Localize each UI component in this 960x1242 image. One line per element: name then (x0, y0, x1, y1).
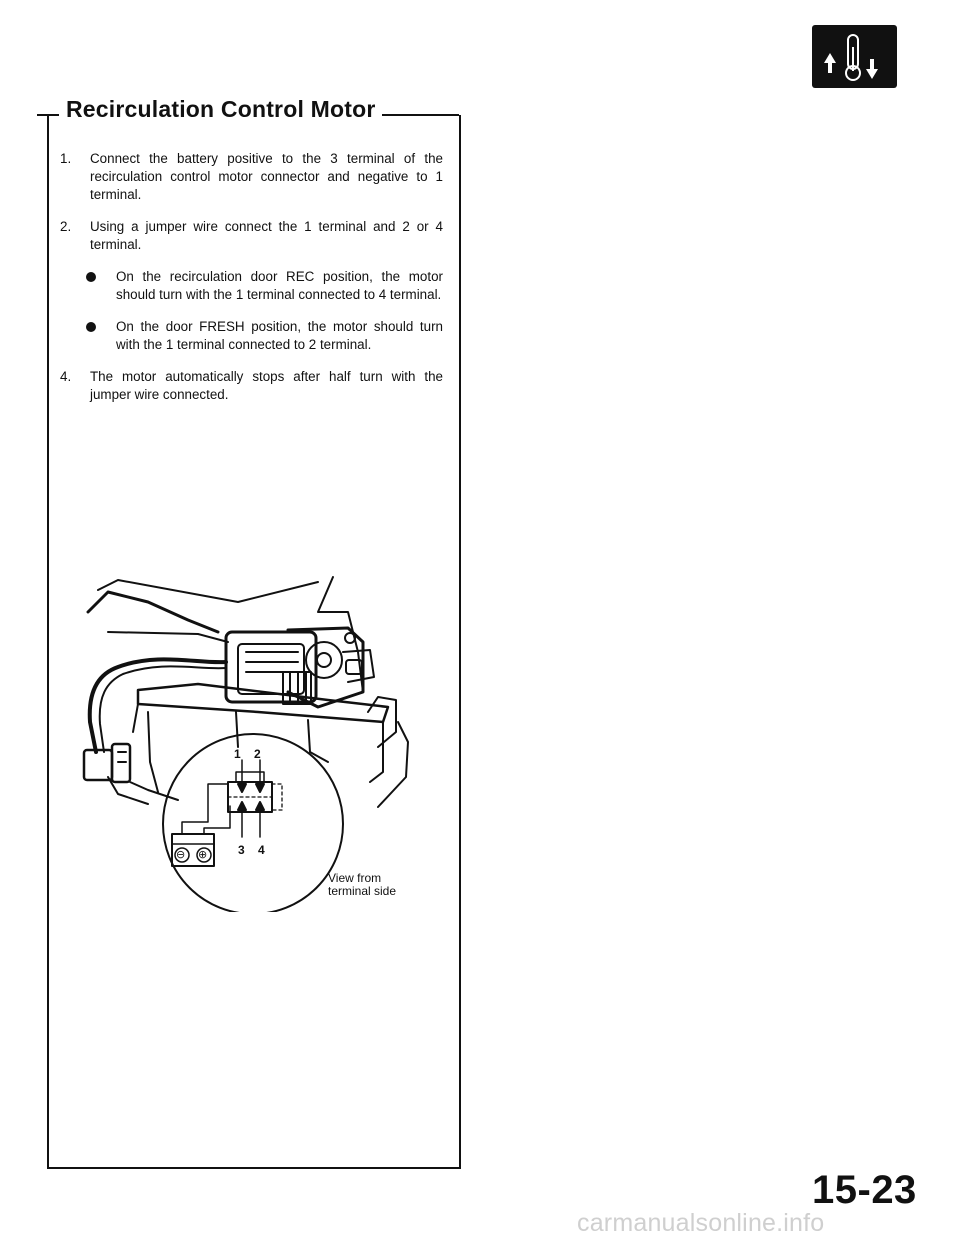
step-number: 2. (60, 219, 72, 234)
step-number: 1. (60, 151, 72, 166)
motor-drawing (78, 572, 438, 912)
view-caption-line2: terminal side (328, 884, 397, 898)
ac-temperature-icon (812, 25, 897, 88)
step-text: Connect the battery positive to the 3 terminal of the recirculation control motor connector and negative to 1 terminal. (90, 151, 443, 202)
terminal-label-1: 1 (234, 747, 241, 761)
bullet-text: On the recirculation door REC position, the motor should turn with the 1 terminal connected to 4 terminal. (116, 269, 443, 302)
motor-illustration (78, 572, 438, 912)
terminal-label-2: 2 (254, 747, 261, 761)
bullet-fresh-position (58, 318, 443, 354)
step-number: 4. (60, 369, 72, 384)
view-caption-line1: View from (328, 871, 382, 885)
bullet-dot-icon (86, 322, 96, 332)
step-2 (58, 218, 443, 254)
bullet-dot-icon (86, 272, 96, 282)
step-text: The motor automatically stops after half turn with the jumper wire connected. (90, 369, 443, 402)
bullet-text: On the door FRESH position, the motor should turn with the 1 terminal connected to 2 terminal. (116, 319, 443, 352)
terminal-label-3: 3 (238, 843, 245, 857)
step-1 (58, 150, 443, 204)
section-heading: Recirculation Control Motor (66, 96, 382, 123)
page-number: 15-23 (812, 1168, 917, 1212)
battery-negative-sign: ⊖ (176, 849, 186, 861)
step-4 (58, 368, 443, 404)
terminal-label-4: 4 (258, 843, 265, 857)
bullet-rec-position (58, 268, 443, 304)
battery-positive-sign: ⊕ (198, 849, 208, 861)
step-text: Using a jumper wire connect the 1 terminal and 2 or 4 terminal. (90, 219, 443, 252)
instruction-list (58, 150, 443, 418)
watermark: carmanualsonline.info (577, 1209, 825, 1237)
